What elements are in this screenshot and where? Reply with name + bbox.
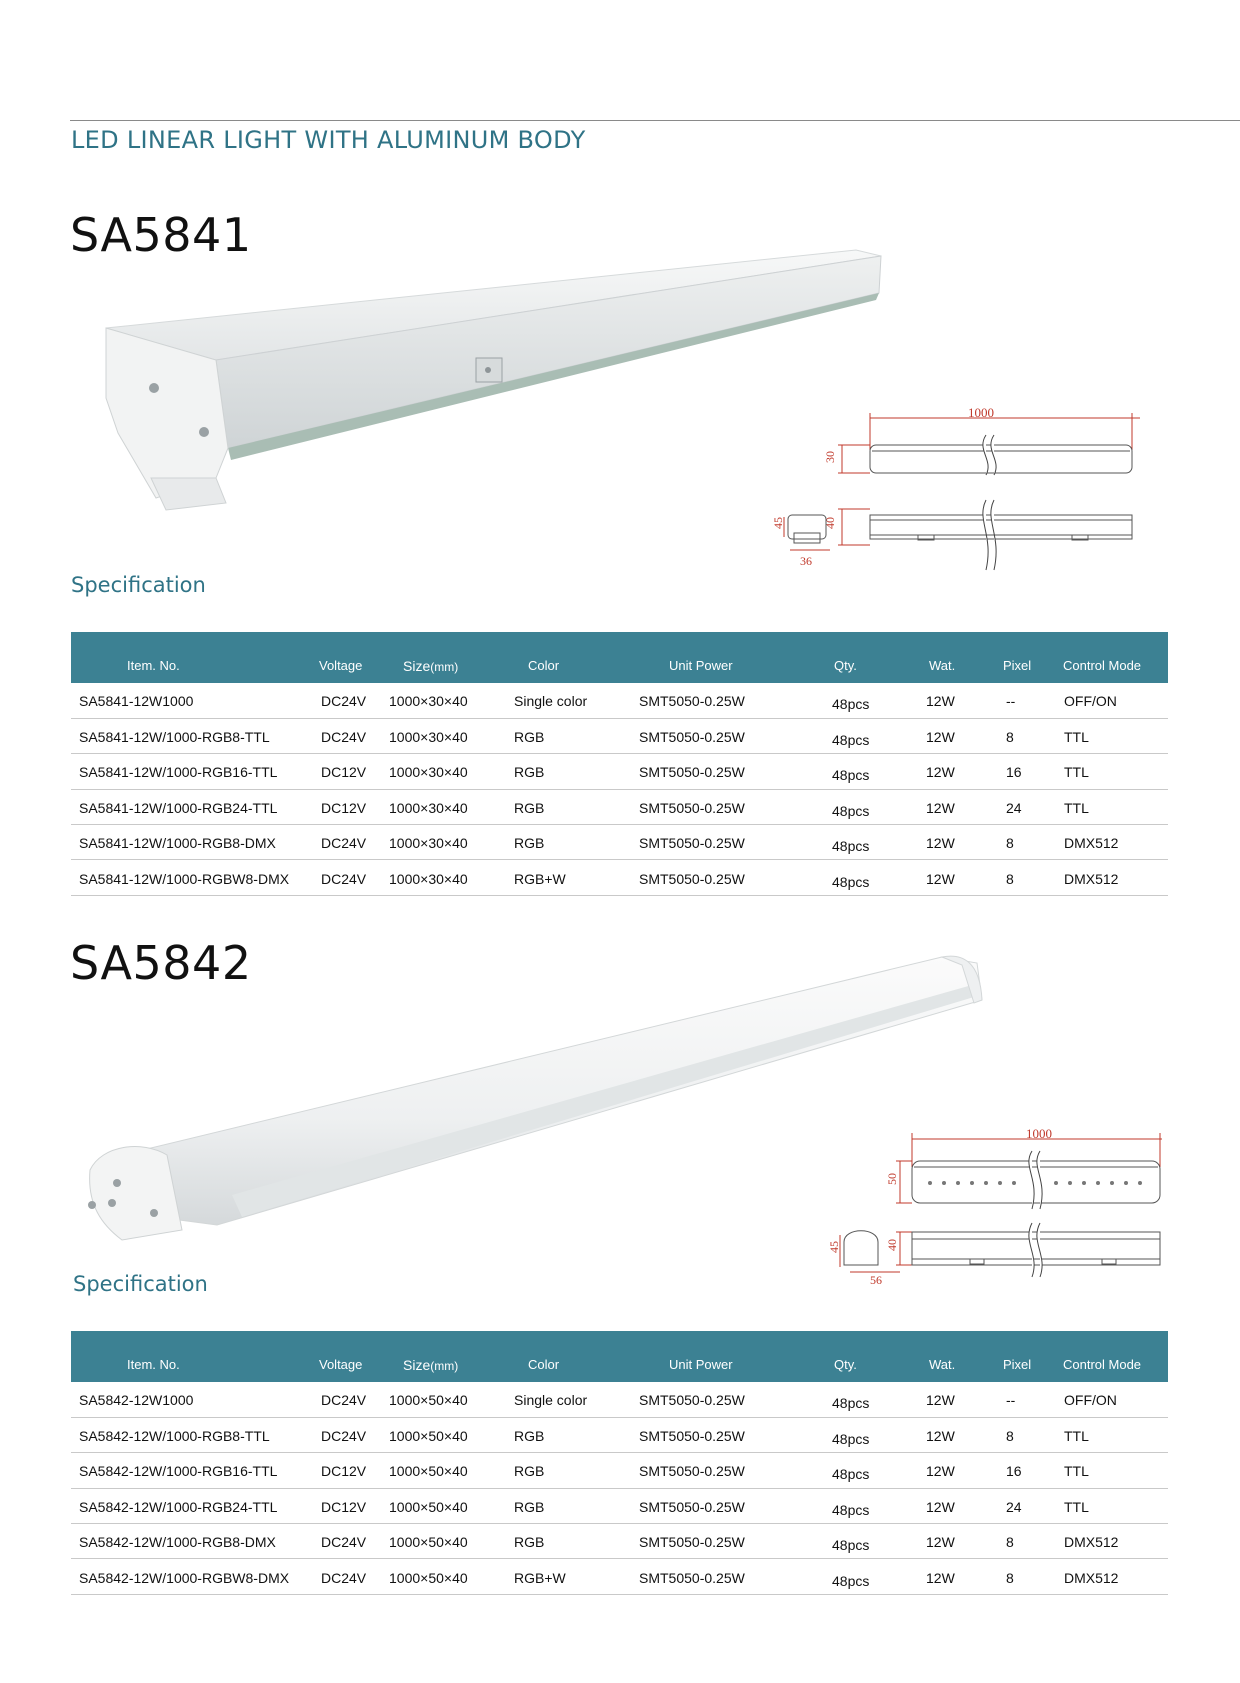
- cell-wat: 12W: [909, 754, 989, 789]
- cell-power: SMT5050-0.25W: [639, 789, 804, 824]
- cell-color: RGB: [504, 1488, 639, 1523]
- cell-voltage: DC24V: [311, 1382, 389, 1417]
- dim-height-side-label: 40: [823, 517, 837, 529]
- table-row: [71, 1559, 1168, 1594]
- cell-power: SMT5050-0.25W: [639, 1488, 804, 1523]
- dim-height-top-label: 50: [885, 1173, 899, 1185]
- cell-qty: 48pcs: [804, 789, 909, 824]
- cell-qty: 48pcs: [804, 1559, 909, 1594]
- spec-table-sa5842: [71, 1331, 1168, 1595]
- cell-pixel: 16: [989, 1453, 1059, 1488]
- spec-table-sa5841: [71, 632, 1168, 896]
- cell-power: SMT5050-0.25W: [639, 754, 804, 789]
- cell-power: SMT5050-0.25W: [639, 1382, 804, 1417]
- cell-size: 1000×50×40: [389, 1382, 504, 1417]
- cell-control: TTL: [1059, 1453, 1168, 1488]
- cell-color: RGB: [504, 718, 639, 753]
- cell-control: DMX512: [1059, 1524, 1168, 1559]
- cell-qty: 48pcs: [804, 754, 909, 789]
- table-row: [71, 718, 1168, 753]
- table-header-row: [71, 632, 1168, 683]
- col-header-pixel: Pixel: [989, 632, 1059, 683]
- cell-item: SA5842-12W/1000-RGB24-TTL: [71, 1488, 311, 1523]
- table-row: [71, 1453, 1168, 1488]
- cell-wat: 12W: [909, 825, 989, 860]
- cell-pixel: --: [989, 683, 1059, 718]
- cell-voltage: DC24V: [311, 1417, 389, 1452]
- col-header-pixel: Pixel: [989, 1331, 1059, 1382]
- cell-qty: 48pcs: [804, 1382, 909, 1417]
- cell-size: 1000×30×40: [389, 789, 504, 824]
- col-header-color: Color: [504, 632, 639, 683]
- cell-power: SMT5050-0.25W: [639, 718, 804, 753]
- cell-qty: 48pcs: [804, 860, 909, 895]
- cell-pixel: 8: [989, 1524, 1059, 1559]
- col-header-size: [389, 632, 504, 683]
- col-header-voltage: Voltage: [311, 1331, 389, 1382]
- col-header-power: Unit Power: [639, 632, 804, 683]
- col-header-qty: Qty.: [804, 1331, 909, 1382]
- cell-color: Single color: [504, 683, 639, 718]
- cell-size: 1000×30×40: [389, 860, 504, 895]
- spec-heading-sa5842: Specification: [73, 1272, 208, 1296]
- cell-wat: 12W: [909, 1417, 989, 1452]
- cell-item: SA5841-12W/1000-RGB8-TTL: [71, 718, 311, 753]
- model-title-sa5841: SA5841: [70, 208, 252, 262]
- dim-end-width-label: 56: [870, 1273, 882, 1287]
- cell-power: SMT5050-0.25W: [639, 825, 804, 860]
- table-row: [71, 825, 1168, 860]
- cell-qty: 48pcs: [804, 1453, 909, 1488]
- cell-pixel: 24: [989, 1488, 1059, 1523]
- cell-color: RGB: [504, 789, 639, 824]
- cell-control: DMX512: [1059, 1559, 1168, 1594]
- cell-item: SA5841-12W/1000-RGB16-TTL: [71, 754, 311, 789]
- cell-item: SA5842-12W/1000-RGB8-DMX: [71, 1524, 311, 1559]
- cell-size: 1000×50×40: [389, 1417, 504, 1452]
- cell-power: SMT5050-0.25W: [639, 1524, 804, 1559]
- cell-pixel: 8: [989, 1559, 1059, 1594]
- col-header-power: Unit Power: [639, 1331, 804, 1382]
- col-header-qty: Qty.: [804, 632, 909, 683]
- cell-pixel: 16: [989, 754, 1059, 789]
- cell-control: TTL: [1059, 754, 1168, 789]
- cell-control: TTL: [1059, 718, 1168, 753]
- cell-control: TTL: [1059, 1417, 1168, 1452]
- dim-height-top-label: 30: [823, 451, 837, 463]
- table-row: [71, 1524, 1168, 1559]
- cell-wat: 12W: [909, 1559, 989, 1594]
- product-photo-sa5841: [96, 248, 886, 538]
- cell-wat: 12W: [909, 860, 989, 895]
- cell-item: SA5841-12W/1000-RGBW8-DMX: [71, 860, 311, 895]
- cell-item: SA5842-12W1000: [71, 1382, 311, 1417]
- cell-control: DMX512: [1059, 825, 1168, 860]
- cell-size: 1000×50×40: [389, 1524, 504, 1559]
- dimension-drawing-sa5842: [820, 1126, 1170, 1287]
- cell-voltage: DC24V: [311, 683, 389, 718]
- cell-power: SMT5050-0.25W: [639, 1559, 804, 1594]
- col-header-voltage: Voltage: [311, 632, 389, 683]
- cell-pixel: 24: [989, 789, 1059, 824]
- col-header-size-unit: (mm): [430, 660, 459, 674]
- col-header-size: [389, 1331, 504, 1382]
- table-row: [71, 1488, 1168, 1523]
- col-header-item: Item. No.: [71, 1331, 311, 1382]
- table-row: [71, 860, 1168, 895]
- cell-power: SMT5050-0.25W: [639, 860, 804, 895]
- cell-color: RGB+W: [504, 1559, 639, 1594]
- cell-qty: 48pcs: [804, 683, 909, 718]
- cell-pixel: --: [989, 1382, 1059, 1417]
- col-header-size-unit: (mm): [430, 1359, 459, 1373]
- cell-control: TTL: [1059, 1488, 1168, 1523]
- table-row: [71, 754, 1168, 789]
- cell-wat: 12W: [909, 718, 989, 753]
- col-header-control: Control Mode: [1059, 1331, 1168, 1382]
- cell-voltage: DC24V: [311, 860, 389, 895]
- col-header-item: Item. No.: [71, 632, 311, 683]
- cell-pixel: 8: [989, 1417, 1059, 1452]
- cell-color: RGB: [504, 1417, 639, 1452]
- cell-voltage: DC24V: [311, 718, 389, 753]
- cell-qty: 48pcs: [804, 825, 909, 860]
- cell-qty: 48pcs: [804, 1417, 909, 1452]
- cell-color: RGB: [504, 1453, 639, 1488]
- cell-voltage: DC24V: [311, 1524, 389, 1559]
- cell-size: 1000×50×40: [389, 1453, 504, 1488]
- cell-size: 1000×50×40: [389, 1488, 504, 1523]
- cell-control: OFF/ON: [1059, 683, 1168, 718]
- cell-control: DMX512: [1059, 860, 1168, 895]
- cell-qty: 48pcs: [804, 1524, 909, 1559]
- cell-pixel: 8: [989, 860, 1059, 895]
- cell-size: 1000×30×40: [389, 754, 504, 789]
- cell-voltage: DC12V: [311, 789, 389, 824]
- cell-voltage: DC12V: [311, 1488, 389, 1523]
- dim-length-label: 1000: [1026, 1126, 1052, 1141]
- cell-wat: 12W: [909, 1524, 989, 1559]
- model-title-sa5842: SA5842: [70, 936, 252, 990]
- cell-color: Single color: [504, 1382, 639, 1417]
- cell-pixel: 8: [989, 825, 1059, 860]
- cell-wat: 12W: [909, 789, 989, 824]
- cell-item: SA5841-12W/1000-RGB24-TTL: [71, 789, 311, 824]
- col-header-wat: Wat.: [909, 632, 989, 683]
- dim-end-width-label: 36: [800, 554, 812, 568]
- cell-size: 1000×30×40: [389, 718, 504, 753]
- cell-control: OFF/ON: [1059, 1382, 1168, 1417]
- cell-size: 1000×30×40: [389, 683, 504, 718]
- cell-voltage: DC12V: [311, 754, 389, 789]
- cell-qty: 48pcs: [804, 1488, 909, 1523]
- cell-power: SMT5050-0.25W: [639, 1417, 804, 1452]
- category-title: LED LINEAR LIGHT WITH ALUMINUM BODY: [71, 126, 586, 154]
- table-row: [71, 1417, 1168, 1452]
- dim-length-label: 1000: [968, 405, 994, 420]
- cell-voltage: DC24V: [311, 1559, 389, 1594]
- cell-item: SA5841-12W/1000-RGB8-DMX: [71, 825, 311, 860]
- cell-color: RGB: [504, 754, 639, 789]
- col-header-size-label: Size: [403, 1357, 431, 1373]
- col-header-color: Color: [504, 1331, 639, 1382]
- cell-wat: 12W: [909, 683, 989, 718]
- cell-qty: 48pcs: [804, 718, 909, 753]
- cell-color: RGB+W: [504, 860, 639, 895]
- cell-wat: 12W: [909, 1488, 989, 1523]
- cell-power: SMT5050-0.25W: [639, 1453, 804, 1488]
- header-rule: [70, 120, 1240, 121]
- col-header-size-label: Size: [403, 658, 431, 674]
- cell-item: SA5842-12W/1000-RGBW8-DMX: [71, 1559, 311, 1594]
- cell-color: RGB: [504, 1524, 639, 1559]
- table-row: [71, 683, 1168, 718]
- cell-size: 1000×50×40: [389, 1559, 504, 1594]
- cell-voltage: DC12V: [311, 1453, 389, 1488]
- cell-power: SMT5050-0.25W: [639, 683, 804, 718]
- spec-heading-sa5841: Specification: [71, 573, 206, 597]
- col-header-wat: Wat.: [909, 1331, 989, 1382]
- cell-wat: 12W: [909, 1453, 989, 1488]
- table-row: [71, 789, 1168, 824]
- cell-voltage: DC24V: [311, 825, 389, 860]
- cell-pixel: 8: [989, 718, 1059, 753]
- table-row: [71, 1382, 1168, 1417]
- dim-end-height-label: 45: [827, 1241, 841, 1253]
- cell-color: RGB: [504, 825, 639, 860]
- cell-control: TTL: [1059, 789, 1168, 824]
- dim-height-side-label: 40: [885, 1239, 899, 1251]
- cell-wat: 12W: [909, 1382, 989, 1417]
- dimension-drawing-sa5841: [771, 405, 1140, 570]
- col-header-control: Control Mode: [1059, 632, 1168, 683]
- dim-end-height-label: 45: [771, 517, 785, 529]
- cell-item: SA5842-12W/1000-RGB8-TTL: [71, 1417, 311, 1452]
- cell-item: SA5842-12W/1000-RGB16-TTL: [71, 1453, 311, 1488]
- cell-size: 1000×30×40: [389, 825, 504, 860]
- table-header-row: [71, 1331, 1168, 1382]
- cell-item: SA5841-12W1000: [71, 683, 311, 718]
